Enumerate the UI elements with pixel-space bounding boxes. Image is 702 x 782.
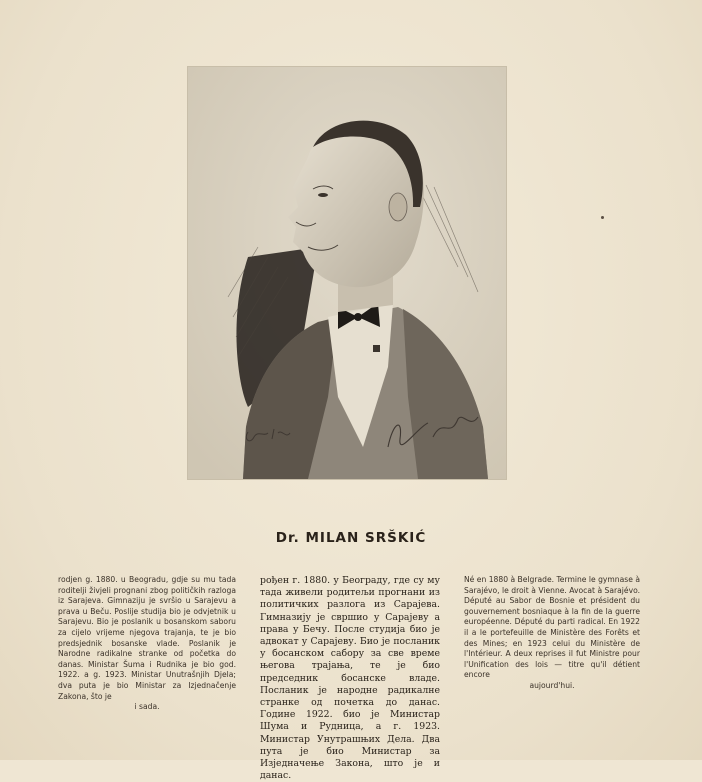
column-text: Né en 1880 à Belgrade. Termine le gymnase à Sarajévo, le droit à Vienne. Avocat à Sarajévo. Député au Sabor de Bosnie et président du gouvernement bosniaque à la fin de la guerre européenne. Député du parti radical. En 1922 il a le portefeuille de Ministère des Forêts et des Mines; en 1923 celui du Ministère de l'Intérieur. A deux reprises il fut Ministre pour l'Unification des lois — titre qu'il détient encore bbox=[464, 575, 640, 680]
column-text: рођен г. 1880. у Београду, где су му тада живели родитељи прогнани из политичких разлога из Сарајева. Гимназију је свршио у Сарајеву а права у Бечу. После студија био је адвокат у Сарајеву. Био је посланик у босанском сабору за све време његова трајања, те је био председник босанске владе. Посланик је народне радикалне странке од почетка до данас. Године 1922. био је Министар Шума и Рудница, а г. 1923. Министар Унутрашњих Дела. Два пута је био Министар за Изједначење Закона, што је и данас. bbox=[260, 575, 440, 782]
column-text-end: aujourd'hui. bbox=[529, 680, 575, 690]
paper-speck bbox=[601, 216, 604, 219]
column-text-end: i sada. bbox=[134, 702, 160, 712]
portrait-drawing bbox=[187, 66, 507, 480]
page-title: Dr. MILAN SRŠKIĆ bbox=[275, 530, 427, 546]
portrait-sketch bbox=[188, 67, 506, 479]
column-text: rodjen g. 1880. u Beogradu, gdje su mu tada roditelji živjeli prognani zbog političkih razloga iz Sarajeva. Gimnaziju je svršio u Sarajevu a prava u Beču. Poslije studija bio je odvjetnik u Sarajevu. Bio je poslanik u bosanskom saboru za cijelo vrijeme njegova trajanja, te je bio predsjednik bosanske vlade. Poslanik je Narodne radikalne stranke od početka do danas. Ministar Šuma i Rudnika je bio god. 1922. a g. 1923. Ministar Unutrašnjih Djela; dva puta je bio Ministar za Izjednačenje Zakona, što je bbox=[58, 575, 236, 701]
text-column-croatian bbox=[58, 575, 236, 713]
text-column-french bbox=[464, 575, 640, 692]
text-column-serbian-cyrillic bbox=[260, 575, 440, 782]
